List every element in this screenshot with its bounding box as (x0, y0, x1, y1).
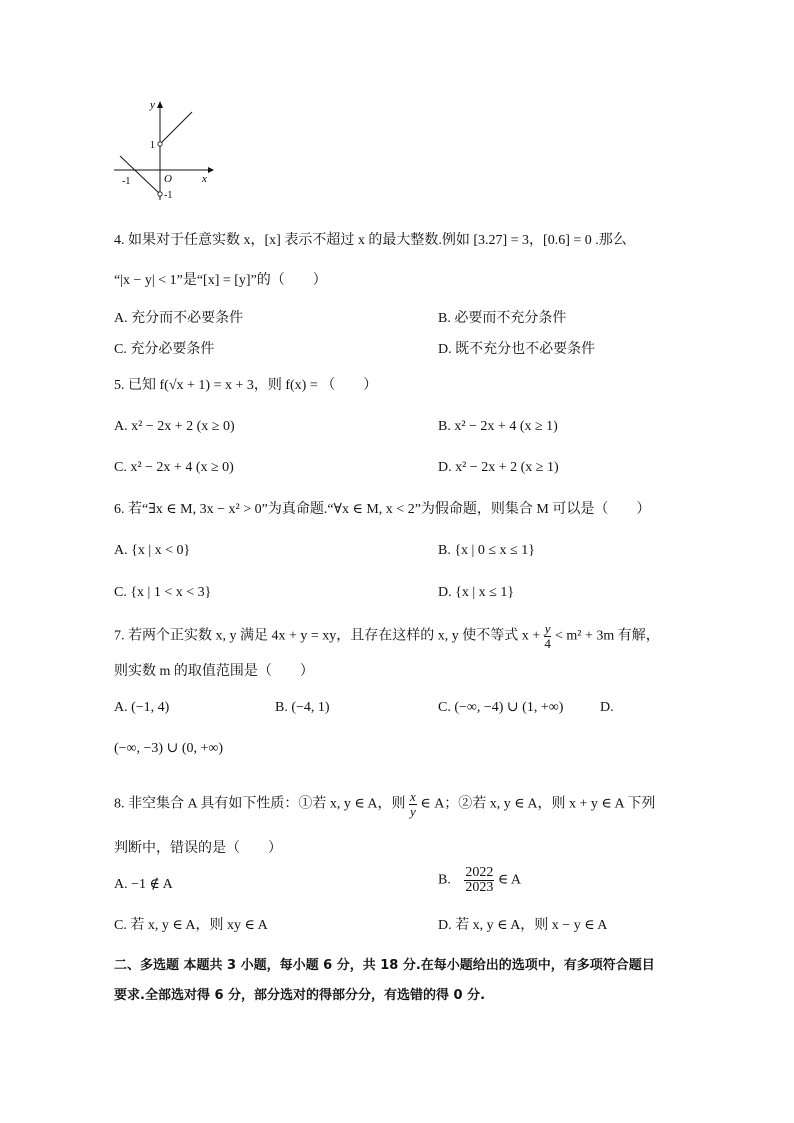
section2-heading-line2: 要求.全部选对得 6 分，部分选对的得部分分，有选错的得 0 分. (114, 988, 486, 1003)
q8-frac-den: y (410, 804, 416, 819)
q5-option-d: D. x² − 2x + 2 (x ≥ 1) (438, 460, 559, 475)
q8-option-b-den: 2023 (465, 880, 494, 895)
q7-option-d-label: D. (600, 700, 614, 715)
x-axis-label: x (202, 173, 207, 185)
y-axis-label: y (150, 99, 155, 111)
q7-stem-part1: 7. 若两个正实数 x, y 满足 4x + y = xy，且存在这样的 x, y 使不等式 x + (114, 628, 541, 644)
q5-stem: 5. 已知 f(√x + 1) = x + 3，则 f(x) = （ ） (114, 378, 378, 393)
q8-stem-part1: 8. 非空集合 A 具有如下性质：①若 x, y ∈ A，则 (114, 796, 406, 812)
q4-option-c: C. 充分必要条件 (114, 342, 215, 357)
q7-stem-line1 (114, 622, 660, 651)
q6-option-d: D. {x | x ≤ 1} (438, 585, 515, 600)
q7-stem-line2: 则实数 m 的取值范围是（ ） (114, 664, 314, 679)
q8-option-a: A. −1 ∉ A (114, 877, 173, 892)
q6-option-a: A. {x | x < 0} (114, 543, 191, 558)
q5-option-a: A. x² − 2x + 2 (x ≥ 0) (114, 419, 235, 434)
q7-option-c: C. (−∞, −4) ∪ (1, +∞) (438, 700, 564, 715)
open-point-neg1 (158, 192, 162, 196)
q8-option-b (438, 866, 521, 895)
tick-label-1: 1 (150, 140, 155, 151)
graph-lower-ray (120, 156, 160, 194)
q7-stem-part2: < m² + 3m 有解， (554, 628, 660, 644)
graph-upper-ray (160, 112, 192, 144)
q6-stem: 6. 若“∃x ∈ M, 3x − x² > 0”为真命题.“∀x ∈ M, x < 2”为假命题，则集合 M 可以是（ ） (114, 502, 651, 517)
q8-option-b-label: B. (438, 872, 451, 888)
section2-heading-line1: 二、多选题 本题共 3 小题，每小题 6 分，共 18 分.在每小题给出的选项中，有多项符合题目 (114, 958, 655, 973)
q7-fraction (544, 622, 552, 651)
q4-stem-line1: 4. 如果对于任意实数 x，[x] 表示不超过 x 的最大整数.例如 [3.27] = 3，[0.6] = 0 .那么 (114, 233, 627, 248)
tick-label-neg1-y: -1 (164, 190, 173, 201)
q4-option-a: A. 充分而不必要条件 (114, 311, 244, 326)
q4-stem-line2: “|x − y| < 1”是“[x] = [y]”的（ ） (114, 273, 327, 288)
q8-option-b-num: 2022 (465, 865, 494, 880)
function-graph (108, 96, 228, 206)
q8-option-b-tail: ∈ A (497, 872, 522, 888)
q7-option-d: (−∞, −3) ∪ (0, +∞) (114, 741, 224, 756)
q8-stem-part2: ∈ A；②若 x, y ∈ A，则 x + y ∈ A 下列 (420, 796, 656, 812)
q8-option-d: D. 若 x, y ∈ A，则 x − y ∈ A (438, 918, 608, 933)
open-point-1 (158, 142, 162, 146)
q4-option-d: D. 既不充分也不必要条件 (438, 342, 596, 357)
tick-label-neg1-x: -1 (122, 176, 131, 187)
q8-frac-num: x (410, 789, 416, 804)
q7-frac-den: 4 (544, 636, 551, 651)
q7-option-b: B. (−4, 1) (275, 700, 330, 715)
q8-option-b-fraction (464, 866, 494, 895)
q5-option-b: B. x² − 2x + 4 (x ≥ 1) (438, 419, 558, 434)
q7-option-a: A. (−1, 4) (114, 700, 170, 715)
q8-stem-line2: 判断中，错误的是（ ） (114, 841, 282, 856)
y-axis-arrow (157, 101, 163, 108)
q7-frac-num: y (544, 621, 551, 636)
q8-fraction (409, 790, 417, 819)
q5-option-c: C. x² − 2x + 4 (x ≥ 0) (114, 460, 234, 475)
x-axis-arrow (208, 167, 214, 173)
q8-stem-line1 (114, 790, 655, 819)
q8-option-c: C. 若 x, y ∈ A，则 xy ∈ A (114, 918, 268, 933)
q6-option-c: C. {x | 1 < x < 3} (114, 585, 212, 600)
q4-option-b: B. 必要而不充分条件 (438, 311, 567, 326)
q6-option-b: B. {x | 0 ≤ x ≤ 1} (438, 543, 535, 558)
origin-label: O (164, 173, 172, 185)
